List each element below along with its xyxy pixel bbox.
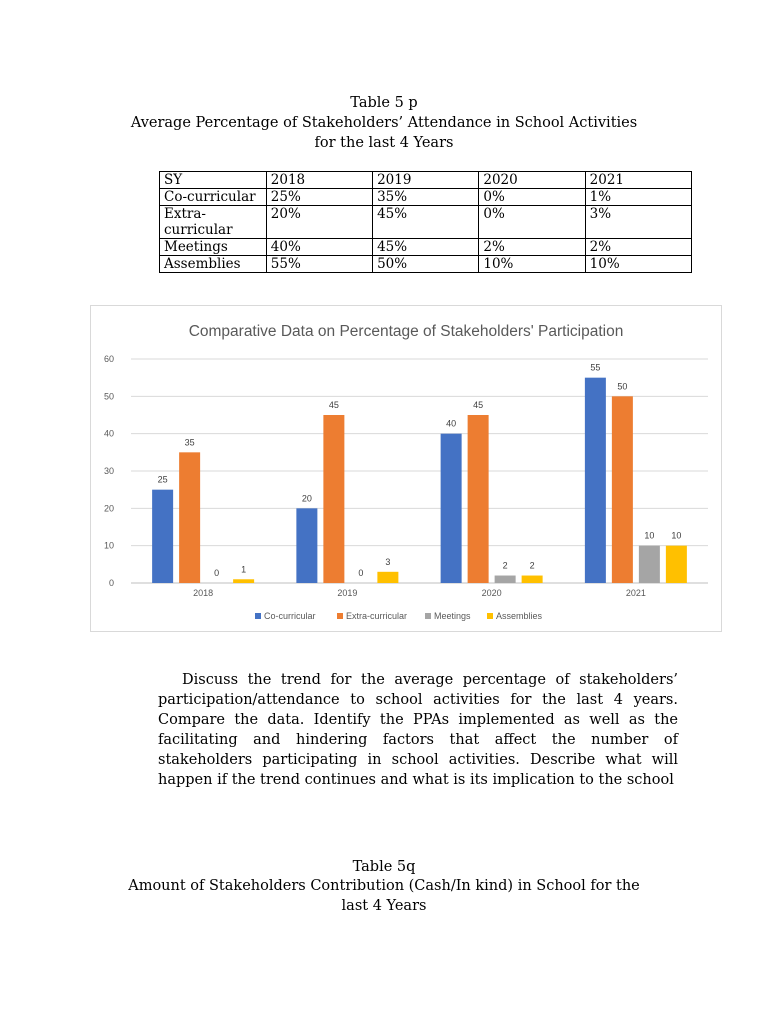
data-label: 10 — [644, 530, 655, 541]
data-label: 3 — [385, 556, 391, 567]
discussion-paragraph — [158, 670, 678, 790]
table-header-cell: 2018 — [266, 172, 372, 189]
table-cell: 55% — [266, 256, 372, 273]
y-tick-label: 10 — [103, 540, 114, 551]
table-5q-title-line2: last 4 Years — [341, 898, 427, 914]
table-header-cell: 2020 — [479, 172, 585, 189]
table-row — [160, 239, 692, 256]
bar-co-curricular — [152, 490, 173, 583]
bar-assemblies — [233, 579, 254, 583]
data-label: 40 — [446, 418, 457, 429]
table-header-cell: 2021 — [585, 172, 691, 189]
table-cell: 1% — [585, 189, 691, 206]
x-tick-label: 2021 — [625, 588, 646, 598]
table-header-row — [160, 172, 692, 189]
y-tick-label: 60 — [103, 354, 114, 364]
table-5p-title-line2: for the last 4 Years — [314, 135, 454, 151]
table-5q-label: Table 5q — [352, 859, 416, 875]
data-label: 1 — [241, 564, 247, 575]
table-5p-label: Table 5 p — [350, 95, 418, 111]
table-cell: Extra- curricular — [160, 206, 267, 239]
attendance-table — [159, 171, 692, 273]
data-label: 20 — [301, 493, 312, 504]
legend-label: Meetings — [434, 611, 471, 621]
bar-co-curricular — [296, 508, 317, 583]
table-cell: 2% — [479, 239, 585, 256]
table-cell: 2% — [585, 239, 691, 256]
x-tick-label: 2020 — [481, 588, 502, 598]
table-cell: 45% — [373, 239, 479, 256]
table-cell: 10% — [479, 256, 585, 273]
y-tick-label: 0 — [108, 578, 114, 588]
bar-assemblies — [666, 546, 687, 583]
y-tick-label: 20 — [103, 503, 114, 514]
data-label: 55 — [590, 362, 601, 373]
table-cell: 3% — [585, 206, 691, 239]
data-label: 45 — [328, 400, 339, 410]
table-row — [160, 189, 692, 206]
legend-label: Co-curricular — [264, 611, 316, 621]
participation-chart — [90, 305, 722, 632]
data-label: 25 — [157, 474, 168, 485]
data-label: 2 — [502, 560, 508, 571]
bar-extra-curricular — [468, 415, 489, 583]
data-label: 0 — [358, 568, 364, 578]
chart-title: Comparative Data on Percentage of Stakeholders' Participation — [188, 323, 624, 340]
table-cell: 10% — [585, 256, 691, 273]
table-row — [160, 256, 692, 273]
legend-swatch — [255, 613, 261, 619]
table-5p-title-line1: Average Percentage of Stakeholders’ Attendance in School Activities — [130, 115, 638, 131]
bar-co-curricular — [585, 378, 606, 583]
data-label: 10 — [671, 530, 682, 541]
table-header-cell: SY — [160, 172, 267, 189]
table-cell: 20% — [266, 206, 372, 239]
y-tick-label: 40 — [103, 428, 114, 439]
bar-co-curricular — [441, 434, 462, 583]
data-label: 35 — [184, 437, 195, 448]
legend-swatch — [487, 613, 493, 619]
discussion-text: Discuss the trend for the average percentage of stakeholders’ participation/attendance to school activities for the last 4 years. Compare the data. Identify the PPAs implemented as well as the facilitating and hindering factors that affect the number of stakeholders participating in school activities. Describe what will happen if the trend continues and what is its implication to the school — [158, 672, 678, 788]
bar-assemblies — [377, 572, 398, 583]
legend-label: Assemblies — [496, 611, 543, 621]
table-cell: 50% — [373, 256, 479, 273]
table-5q-title-line1: Amount of Stakeholders Contribution (Cash/In kind) in School for the — [128, 878, 640, 894]
bar-extra-curricular — [612, 396, 633, 583]
table-cell: Meetings — [160, 239, 267, 256]
legend-swatch — [425, 613, 431, 619]
x-tick-label: 2018 — [193, 588, 214, 598]
participation-chart-svg — [91, 306, 721, 631]
legend-swatch — [337, 613, 343, 619]
table-cell: 0% — [479, 189, 585, 206]
table-cell: Co-curricular — [160, 189, 267, 206]
legend-label: Extra-curricular — [346, 611, 408, 621]
table-cell: Assemblies — [160, 256, 267, 273]
table-cell: 35% — [373, 189, 479, 206]
table-header-cell: 2019 — [373, 172, 479, 189]
bar-extra-curricular — [323, 415, 344, 583]
data-label: 45 — [473, 400, 484, 410]
y-tick-label: 30 — [103, 466, 114, 476]
table-cell: 40% — [266, 239, 372, 256]
bar-extra-curricular — [179, 452, 200, 583]
table-cell: 45% — [373, 206, 479, 239]
table-row — [160, 206, 692, 239]
table-cell: 25% — [266, 189, 372, 206]
bar-meetings — [495, 576, 516, 583]
y-tick-label: 50 — [103, 391, 114, 402]
data-label: 0 — [214, 568, 220, 578]
bar-assemblies — [522, 576, 543, 583]
table-cell: 0% — [479, 206, 585, 239]
data-label: 2 — [529, 560, 535, 571]
data-label: 50 — [617, 381, 628, 392]
bar-meetings — [639, 546, 660, 583]
x-tick-label: 2019 — [337, 588, 358, 598]
